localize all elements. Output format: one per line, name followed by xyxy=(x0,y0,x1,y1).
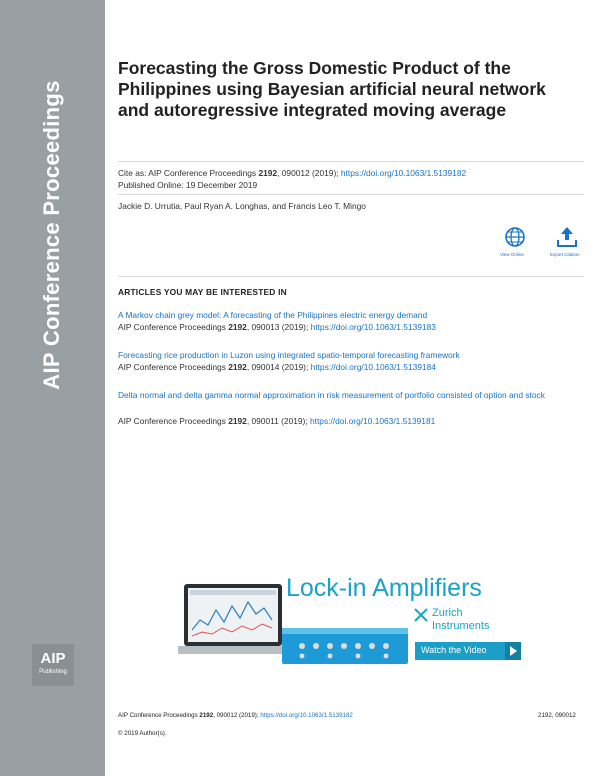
copyright-notice: © 2019 Author(s). xyxy=(118,730,167,737)
cite-prefix: AIP Conference Proceedings xyxy=(118,322,229,332)
divider xyxy=(118,276,584,277)
cite-volume: 2192 xyxy=(258,168,278,178)
cite-rest: , 090012 (2019); xyxy=(213,712,261,719)
divider xyxy=(118,194,584,195)
cite-rest: , 090013 (2019); xyxy=(246,322,311,332)
cite-volume: 2192 xyxy=(228,322,247,332)
related-article-title[interactable]: Forecasting rice production in Luzon using integrated spatio-temporal forecasting framework xyxy=(118,350,460,360)
cite-rest: , 090014 (2019); xyxy=(246,362,311,372)
related-article-citation xyxy=(118,322,436,332)
related-article-title[interactable]: Delta normal and delta gamma normal approximation in risk measurement of portfolio consisted of option and stock xyxy=(118,390,545,400)
cite-prefix: Cite as: AIP Conference Proceedings xyxy=(118,168,259,178)
journal-sidebar xyxy=(0,0,105,776)
related-doi-link[interactable]: https://doi.org/10.1063/1.5139184 xyxy=(310,362,436,372)
brand-line-2: Instruments xyxy=(432,620,490,632)
zurich-instruments-logo-icon xyxy=(414,608,428,622)
article-title: Forecasting the Gross Domestic Product of the Philippines using Bayesian artificial neural network and autoregressive integrated moving average xyxy=(118,58,546,120)
authors: Jackie D. Urrutia, Paul Ryan A. Longhas, and Francis Leo T. Mingo xyxy=(118,201,366,211)
cite-volume: 2192 xyxy=(199,712,214,719)
footer-doi-link[interactable]: https://doi.org/10.1063/1.5139182 xyxy=(260,712,353,719)
cite-volume: 2192 xyxy=(228,416,247,426)
cite-volume: 2192 xyxy=(228,362,247,372)
related-articles-heading: ARTICLES YOU MAY BE INTERESTED IN xyxy=(118,287,287,297)
related-doi-link[interactable]: https://doi.org/10.1063/1.5139181 xyxy=(310,416,436,426)
logo-sub-text: Publishing xyxy=(39,669,67,675)
play-icon xyxy=(505,642,521,660)
divider xyxy=(118,161,584,162)
page-identifier: 2192, 090012 xyxy=(538,712,576,719)
related-article-title[interactable]: A Markov chain grey model: A forecasting of the Philippines electric energy demand xyxy=(118,310,428,320)
footer-citation xyxy=(118,712,353,719)
ad-headline: Lock-in Amplifiers xyxy=(286,574,482,602)
cite-as-line xyxy=(118,168,466,178)
view-online-link[interactable]: View Online xyxy=(500,252,524,257)
cite-prefix: AIP Conference Proceedings xyxy=(118,362,229,372)
aip-publishing-logo[interactable] xyxy=(32,644,74,686)
related-doi-link[interactable]: https://doi.org/10.1063/1.5139183 xyxy=(310,322,436,332)
journal-name: AIP Conference Proceedings xyxy=(39,80,64,390)
cite-prefix: AIP Conference Proceedings xyxy=(118,712,200,719)
logo-main-text: AIP xyxy=(40,650,66,667)
ad-brand xyxy=(432,607,489,633)
cite-rest: , 090012 (2019); xyxy=(277,168,341,178)
brand-line-1: Zurich xyxy=(432,607,463,619)
related-article-citation xyxy=(118,362,436,372)
cite-prefix: AIP Conference Proceedings xyxy=(118,416,229,426)
related-article-citation xyxy=(118,416,435,426)
export-citation-link[interactable]: Export Citation xyxy=(550,252,580,257)
cite-rest: , 090011 (2019); xyxy=(246,416,310,426)
article-doi-link[interactable]: https://doi.org/10.1063/1.5139182 xyxy=(340,168,467,178)
watch-video-button[interactable] xyxy=(415,642,521,660)
globe-icon[interactable] xyxy=(500,224,530,254)
published-date: Published Online: 19 December 2019 xyxy=(118,180,258,190)
export-upload-icon[interactable] xyxy=(552,224,582,254)
watch-video-label: Watch the Video xyxy=(421,645,487,655)
advertisement-banner[interactable] xyxy=(178,572,538,682)
